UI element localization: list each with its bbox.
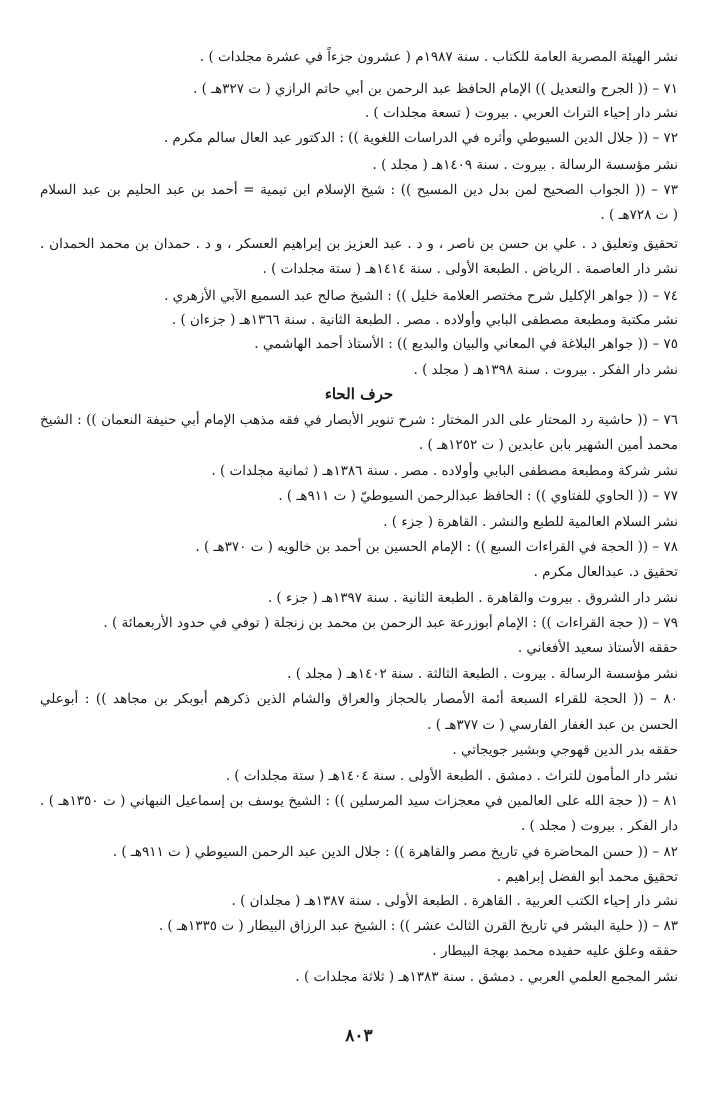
- text-line: ٧٥ – (( جواهر البلاغة في المعاني والبيان والبديع )) : الأستاذ أحمد الهاشمي .: [254, 336, 678, 352]
- text-line: ٧٩ – (( حجة القراءات )) : الإمام أبوزرعة عبد الرحمن بن محمد بن زنجلة ( توفي في حدود الأربعمائة ) .: [103, 615, 678, 631]
- text-line: تحقيق محمد أبو الفضل إبراهيم .: [496, 869, 678, 885]
- section-title: حرف الحاء: [324, 385, 394, 403]
- text-line: حققه وعلق عليه حفيده محمد بهجة البيطار .: [432, 943, 678, 959]
- text-line: ( ت ٧٢٨هـ ) .: [600, 207, 678, 223]
- text-line: نشر مؤسسة الرسالة . بيروت . الطبعة الثالثة . سنة ١٤٠٢هـ ( مجلد ) .: [287, 666, 678, 682]
- text-line: ٨٠ – (( الحجة للقراء السبعة أئمة الأمصار بالحجاز والعراق والشام الذين ذكرهم أبوبكر بن مجاهد )) : أبوعلي: [40, 691, 678, 707]
- text-line: نشر مكتبة ومطبعة مصطفى البابي وأولاده . مصر . الطبعة الثانية . سنة ١٣٦٦هـ ( جزءان ) .: [171, 312, 678, 328]
- text-line: ٧١ – (( الجرح والتعديل )) الإمام الحافظ عبد الرحمن بن أبي حاتم الرازي ( ت ٣٢٧هـ ) .: [193, 81, 678, 97]
- text-line: نشر دار إحياء الكتب العربية . القاهرة . الطبعة الأولى . سنة ١٣٨٧هـ ( مجلدان ) .: [231, 893, 678, 909]
- text-line: نشر دار العاصمة . الرياض . الطبعة الأولى . سنة ١٤١٤هـ ( ستة مجلدات ) .: [262, 261, 678, 277]
- text-line: نشر المجمع العلمي العربي . دمشق . سنة ١٣٨٣هـ ( ثلاثة مجلدات ) .: [295, 969, 678, 985]
- text-line: دار الفكر . بيروت ( مجلد ) .: [520, 818, 678, 834]
- text-line: نشر شركة ومطبعة مصطفى البابي وأولاده . مصر . سنة ١٣٨٦هـ ( ثمانية مجلدات ) .: [211, 463, 678, 479]
- text-line: حققه الأستاذ سعيد الأفغاني .: [517, 640, 678, 656]
- text-line: ٧٦ – (( حاشية رد المحتار على الدر المختار : شرح تنوير الأبصار في فقه مذهب الإمام أبي حنيفة النعمان )) : الشيخ: [40, 412, 678, 428]
- text-line: نشر دار إحياء التراث العربي . بيروت ( تسعة مجلدات ) .: [364, 105, 678, 121]
- text-line: ٨٣ – (( حلية البشر في تاريخ القرن الثالث عشر )) : الشيخ عبد الرزاق البيطار ( ت ١٣٣٥هـ ) .: [158, 918, 678, 934]
- text-line: حققه بدر الدين قهوجي وبشير جويجاتي .: [452, 742, 678, 758]
- text-line: نشر السلام العالمية للطبع والنشر . القاهرة ( جزء ) .: [383, 514, 678, 530]
- text-line: نشر دار الشروق . بيروت والقاهرة . الطبعة الثانية . سنة ١٣٩٧هـ ( جزء ) .: [267, 590, 678, 606]
- text-line: ٧٤ – (( جواهر الإكليل شرح مختصر العلامة خليل )) : الشيخ صالح عبد السميع الآبي الأزهري .: [164, 288, 678, 304]
- text-line: نشر دار المأمون للتراث . دمشق . الطبعة الأولى . سنة ١٤٠٤هـ ( ستة مجلدات ) .: [225, 768, 678, 784]
- text-line: ٧٣ – (( الجواب الصحيح لمن بدل دين المسيح )) : شيخ الإسلام ابن تيمية = أحمد بن عبد الحليم بن عبد السلام: [40, 182, 678, 198]
- text-line: ٨١ – (( حجة الله على العالمين في معجزات سيد المرسلين )) : الشيخ يوسف بن إسماعيل النبهاني ( ت ١٣٥٠هـ ) .: [40, 793, 678, 809]
- text-line: الحسن بن عبد الغفار الفارسي ( ت ٣٧٧هـ ) .: [427, 717, 678, 733]
- text-line: تحقيق وتعليق د . علي بن حسن بن ناصر ، و د . عبد العزيز بن إبراهيم العسكر ، و د . حمدان بن محمد الحمدان .: [40, 236, 678, 252]
- text-line: محمد أمين الشهير بابن عابدين ( ت ١٢٥٢هـ ) .: [418, 437, 678, 453]
- text-line: نشر دار الفكر . بيروت . سنة ١٣٩٨هـ ( مجلد ) .: [413, 362, 678, 378]
- text-line: تحقيق د. عبدالعال مكرم .: [533, 564, 678, 580]
- text-line: ٧٨ – (( الحجة في القراءات السبع )) : الإمام الحسين بن أحمد بن خالويه ( ت ٣٧٠هـ ) .: [195, 539, 678, 555]
- text-line: ٨٢ – (( حسن المحاضرة في تاريخ مصر والقاهرة )) : جلال الدين عبد الرحمن السيوطي ( ت ٩١١هـ ) .: [112, 844, 678, 860]
- text-line: نشر مؤسسة الرسالة . بيروت . سنة ١٤٠٩هـ ( مجلد ) .: [372, 157, 678, 173]
- page-number: ٨٠٣: [345, 1026, 373, 1046]
- text-line: ٧٧ – (( الحاوي للفتاوي )) : الحافظ عبدالرحمن السيوطيّ ( ت ٩١١هـ ) .: [278, 488, 678, 504]
- text-line: ٧٢ – (( جلال الدين السيوطي وأثره في الدراسات اللغوية )) : الدكتور عبد العال سالم مكرم .: [163, 130, 678, 146]
- text-line: نشر الهيئة المصرية العامة للكتاب . سنة ١٩٨٧م ( عشرون جزءاً في عشرة مجلدات ) .: [199, 49, 678, 65]
